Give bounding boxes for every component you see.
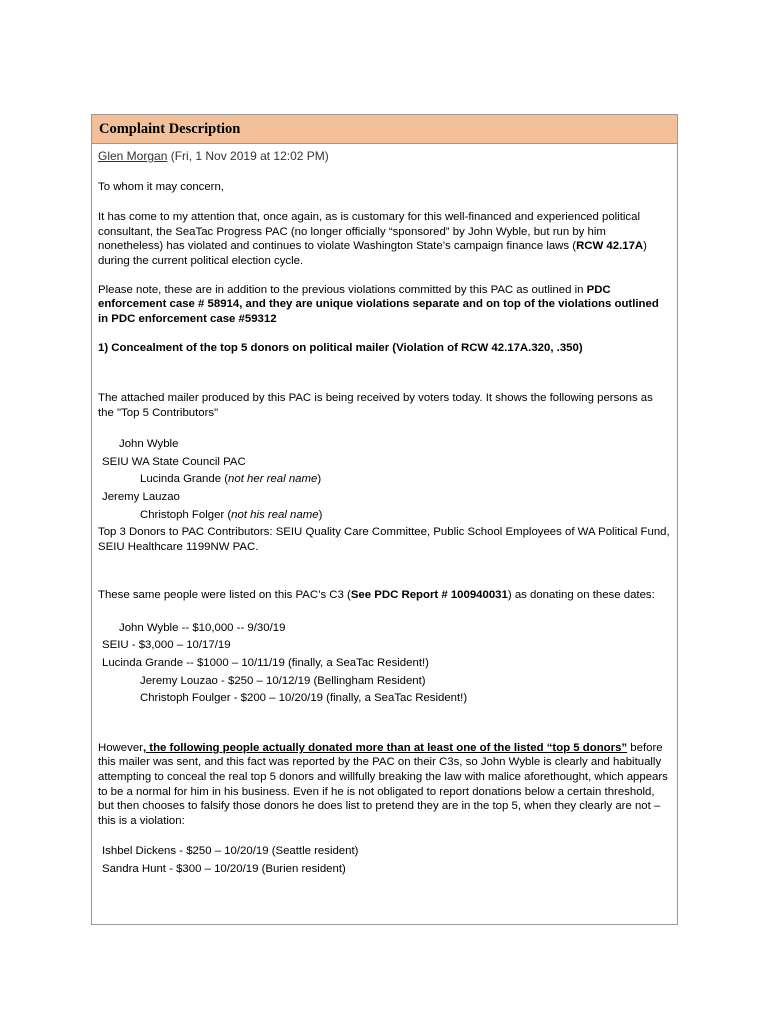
list-item: John Wyble -- $10,000 -- 9/30/19 bbox=[119, 621, 286, 634]
list-item: Christoph Foulger - $200 – 10/20/19 (finally, a SeaTac Resident!) bbox=[140, 692, 468, 705]
top5-list bbox=[98, 437, 671, 522]
list-item: John Wyble bbox=[119, 438, 179, 451]
list-item: SEIU - $3,000 – 10/17/19 bbox=[102, 639, 231, 652]
list-item: Lucinda Grande -- $1000 – 10/11/19 (finally, a SeaTac Resident!) bbox=[102, 657, 429, 670]
paragraph-5: However, the following people actually donated more than at least one of the listed “top 5 donors” before this mailer was sent, and this fact was reported by the PAC on their C3s, so John Wyble is clearly and habitually attempting to conceal the real top 5 donors and willfully breaking the law with malice aforethought, which appears to be a normal for him in his business. Even if he is not obligated to report donations below a certain threshold, but then chooses to falsify those donors he does list to pretend they are in the top 5, when they clearly are not – this is a violation: bbox=[98, 741, 668, 827]
list-item: Jeremy Lauzao bbox=[102, 490, 180, 503]
donations-list bbox=[98, 621, 671, 706]
list-item: SEIU WA State Council PAC bbox=[102, 455, 246, 468]
paragraph-1: It has come to my attention that, once again, as is customary for this well-financed and experienced political consultant, the SeaTac Progress PAC (no longer officially “sponsored” by John Wyble, but run by him nonetheless) has violated and continues to violate Washington State’s campaign finance laws (RCW 42.17A) during the current political election cycle. bbox=[98, 211, 647, 267]
list-item: Christoph Folger (not his real name) bbox=[140, 508, 323, 521]
complaint-description-box bbox=[91, 114, 678, 925]
list-item: Ishbel Dickens - $250 – 10/20/19 (Seattle resident) bbox=[102, 845, 359, 858]
paragraph-3: The attached mailer produced by this PAC is being received by voters today. It shows the following persons as the "Top 5 Contributors" bbox=[98, 391, 653, 419]
list-item: Sandra Hunt - $300 – 10/20/19 (Burien resident) bbox=[102, 863, 346, 875]
top3-donors: Top 3 Donors to PAC Contributors: SEIU Quality Care Committee, Public School Employees of WA Political Fund, SEIU Healthcare 1199NW PAC. bbox=[98, 526, 670, 553]
greeting: To whom it may concern, bbox=[98, 180, 224, 193]
complaint-body bbox=[92, 149, 677, 877]
timestamp: (Fri, 1 Nov 2019 at 12:02 PM) bbox=[170, 149, 329, 163]
paragraph-4: These same people were listed on this PAC’s C3 (See PDC Report # 100940031) as donating on these dates: bbox=[98, 589, 655, 602]
list-item: Jeremy Louzao - $250 – 10/12/19 (Bellingham Resident) bbox=[140, 674, 426, 687]
section-title: Complaint Description bbox=[99, 121, 241, 137]
paragraph-2: Please note, these are in addition to the previous violations committed by this PAC as outlined in PDC enforcement case # 58914, and they are unique violations separate and on top of the violations outlined in PDC enforcement case #59312 bbox=[98, 283, 659, 325]
list-item: Lucinda Grande (not her real name) bbox=[140, 473, 322, 486]
actual-donors-list bbox=[98, 844, 671, 876]
author-link[interactable]: Glen Morgan bbox=[98, 149, 168, 163]
heading-1: 1) Concealment of the top 5 donors on political mailer (Violation of RCW 42.17A.320, .350) bbox=[98, 342, 583, 355]
author-line bbox=[98, 149, 671, 164]
section-header bbox=[92, 115, 677, 144]
